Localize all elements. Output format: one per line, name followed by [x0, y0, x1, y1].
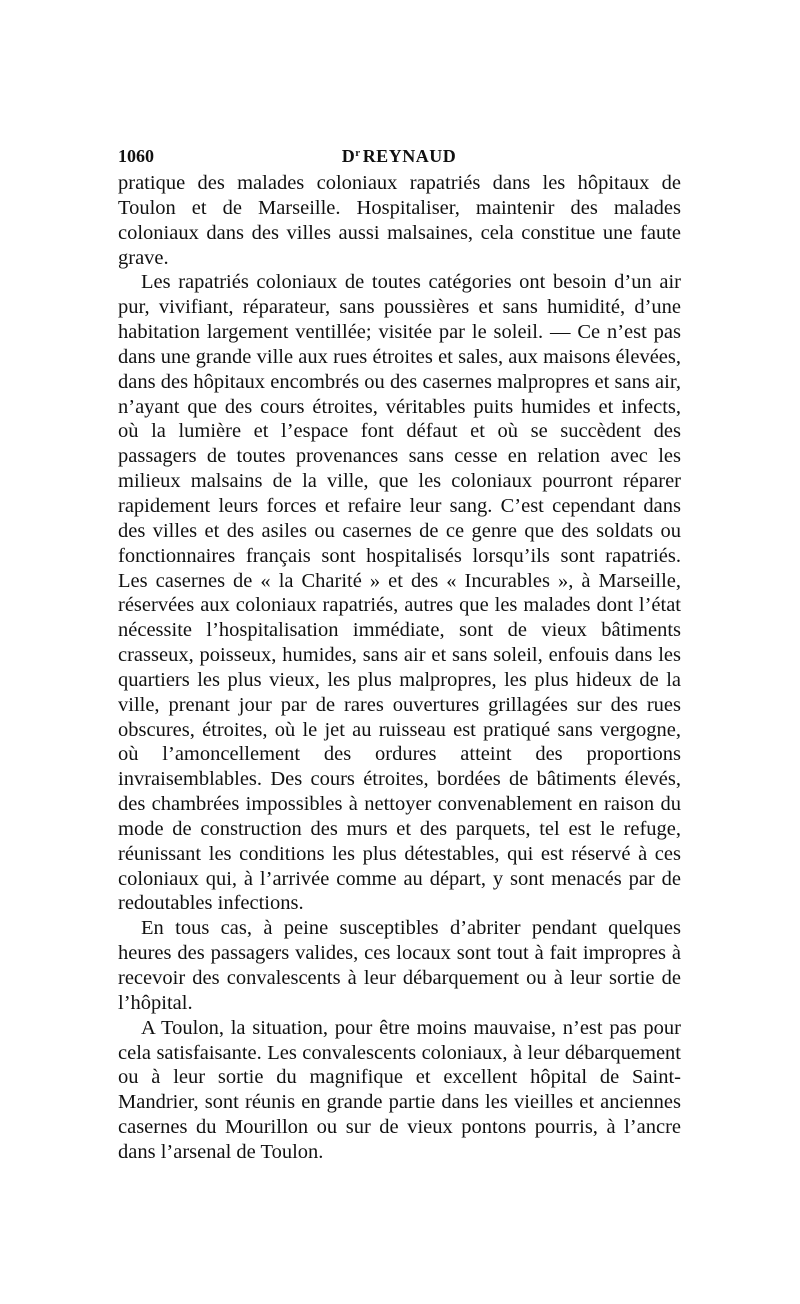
author-title-superscript: r [355, 147, 361, 159]
paragraph-rapatries: Les rapatriés coloniaux de toutes catégories ont besoin d’un air pur, vivifiant, réparateur, sans poussières et sans humidité, d’une habitation largement ventillée; visitée par le soleil. — Ce n’est pas dans une grande ville aux rues étroites et sales, aux maisons élevées, dans des hôpitaux encombrés ou des casernes malpropres et sans air, n’ayant que des cours étroites, véritables puits humides et infects, où la lumière et l’espace font défaut et où se succèdent des passagers de toutes provenances sans cesse en relation avec les milieux malsains de la ville, que les coloniaux pourront réparer rapidement leurs forces et refaire leur sang. C’est cependant dans des villes et des asiles ou casernes de ce genre que des soldats ou fonctionnaires français sont hospitalisés lorsqu’ils sont rapatriés. Les casernes de « la Charité » et des « Incurables », à Marseille, réservées aux coloniaux rapatriés, autres que les malades dont l’état nécessite l’hospitalisation immédiate, sont de vieux bâtiments crasseux, poisseux, humides, sans air et sans soleil, enfouis dans les quartiers les plus vieux, les plus malpropres, les plus hideux de la ville, prenant jour par de rares ouvertures grillagées sur des rues obscures, étroites, où le jet au ruisseau est pratiqué sans vergogne, où l’amoncellement des ordures atteint des proportions invraisemblables. Des cours étroites, bordées de bâtiments élevés, des chambrées impossibles à nettoyer convenablement en raison du mode de construction des murs et des parquets, tel est le refuge, réunissant les conditions les plus détestables, qui est réservé à ces coloniaux qui, à l’arrivée comme au départ, y sont menacés par de redoutables infections. [118, 271, 681, 915]
page-number: 1060 [118, 146, 154, 166]
running-title [118, 146, 680, 167]
author-title-prefix: D [341, 146, 356, 166]
paragraph-en-tous-cas: En tous cas, à peine susceptibles d’abriter pendant quelques heures des passagers valides, ces locaux sont tout à fait impropres à recevoir des convalescents à leur débarquement ou à leur sortie de l’hôpital. [118, 917, 681, 1014]
paragraph-continuation: pratique des malades coloniaux rapatriés dans les hôpitaux de Toulon et de Marseille. Hospitaliser, maintenir des malades coloniaux dans des villes aussi malsaines, cela constitue une faute grave. [118, 172, 681, 269]
body-text [118, 171, 681, 1165]
running-head [118, 146, 680, 170]
paragraph-toulon: A Toulon, la situation, pour être moins mauvaise, n’est pas pour cela satisfaisante. Les convalescents coloniaux, à leur débarquement ou à leur sortie du magnifique et excellent hôpital de Saint-Mandrier, sont réunis en grande partie dans les vieilles et anciennes casernes du Mourillon ou sur de vieux pontons pourris, à l’ancre dans l’arsenal de Toulon. [118, 1016, 681, 1163]
author-name: REYNAUD [362, 146, 457, 166]
